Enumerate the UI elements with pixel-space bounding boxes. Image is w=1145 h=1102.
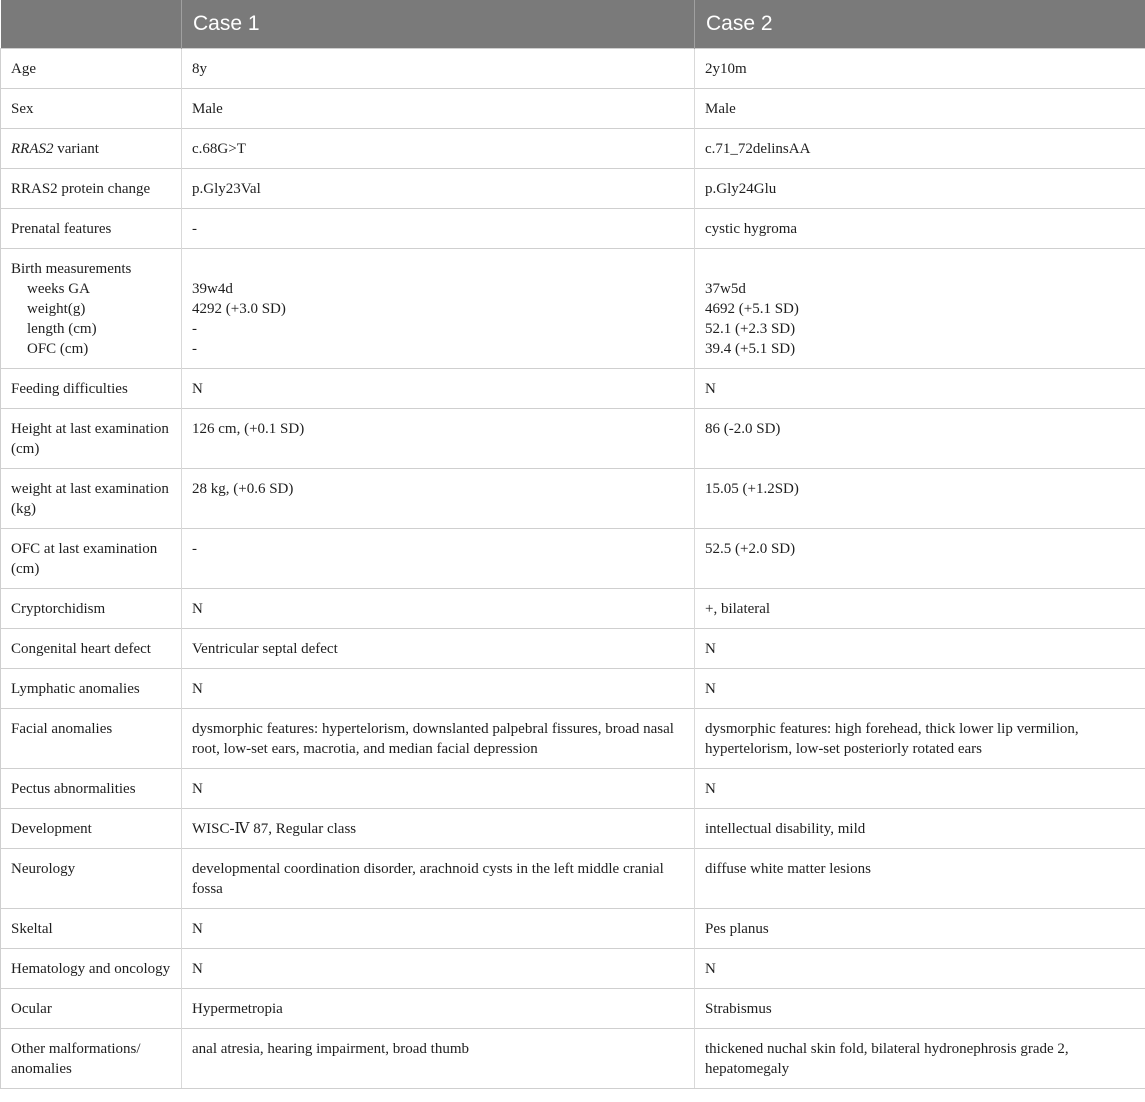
- row-label: Prenatal features: [1, 209, 182, 249]
- row-label: Ocular: [1, 989, 182, 1029]
- row-hematology: [1, 949, 1145, 989]
- case2-cell: thickened nuchal skin fold, bilateral hydronephrosis grade 2, hepatomegaly: [695, 1029, 1145, 1089]
- row-label: Hematology and oncology: [1, 949, 182, 989]
- row-development: [1, 809, 1145, 849]
- case1-birth-length: -: [192, 321, 197, 337]
- case2-cell: Strabismus: [695, 989, 1145, 1029]
- case2-cell: intellectual disability, mild: [695, 809, 1145, 849]
- case1-cell: N: [182, 589, 695, 629]
- case2-cell: N: [695, 629, 1145, 669]
- sub-label-length: length (cm): [27, 321, 97, 337]
- case1-cell: 28 kg, (+0.6 SD): [182, 469, 695, 529]
- case1-cell: 126 cm, (+0.1 SD): [182, 409, 695, 469]
- row-label: Feeding difficulties: [1, 369, 182, 409]
- case1-cell: p.Gly23Val: [182, 169, 695, 209]
- row-cryptorchidism: [1, 589, 1145, 629]
- case2-cell: 2y10m: [695, 49, 1145, 89]
- case1-birth-weight: 4292 (+3.0 SD): [192, 301, 286, 317]
- row-label: [1, 249, 182, 369]
- case1-cell: N: [182, 949, 695, 989]
- case1-cell: [182, 249, 695, 369]
- row-feeding: [1, 369, 1145, 409]
- birth-label: Birth measurements: [11, 261, 132, 277]
- row-sex: [1, 89, 1145, 129]
- case1-cell: dysmorphic features: hypertelorism, downslanted palpebral fissures, broad nasal root, low-set ears, macrotia, and median facial depression: [182, 709, 695, 769]
- row-label: Cryptorchidism: [1, 589, 182, 629]
- row-protein-change: [1, 169, 1145, 209]
- row-label: weight at last examination (kg): [1, 469, 182, 529]
- case1-cell: c.68G>T: [182, 129, 695, 169]
- case2-cell: Pes planus: [695, 909, 1145, 949]
- case1-cell: -: [182, 209, 695, 249]
- case1-cell: Male: [182, 89, 695, 129]
- row-birth-measurements: [1, 249, 1145, 369]
- row-pectus: [1, 769, 1145, 809]
- case1-cell: anal atresia, hearing impairment, broad thumb: [182, 1029, 695, 1089]
- case1-cell: N: [182, 669, 695, 709]
- case1-weeks-ga: 39w4d: [192, 281, 233, 297]
- case2-cell: N: [695, 369, 1145, 409]
- case1-cell: 8y: [182, 49, 695, 89]
- table-header: [1, 0, 1145, 49]
- header-row: [1, 0, 1145, 49]
- row-facial: [1, 709, 1145, 769]
- sub-label-weeks-ga: weeks GA: [27, 281, 90, 297]
- case1-cell: -: [182, 529, 695, 589]
- gene-name: RRAS2: [11, 141, 54, 157]
- row-label: [1, 129, 182, 169]
- case2-cell: 86 (-2.0 SD): [695, 409, 1145, 469]
- table-body: [1, 49, 1145, 1089]
- row-label: Neurology: [1, 849, 182, 909]
- row-lymphatic: [1, 669, 1145, 709]
- row-label: Lymphatic anomalies: [1, 669, 182, 709]
- row-weight: [1, 469, 1145, 529]
- row-height: [1, 409, 1145, 469]
- header-feature-column: [1, 0, 182, 49]
- case2-birth-length: 52.1 (+2.3 SD): [705, 321, 796, 337]
- row-label: Sex: [1, 89, 182, 129]
- row-label: Congenital heart defect: [1, 629, 182, 669]
- row-label-suffix: variant: [53, 141, 99, 157]
- row-variant: [1, 129, 1145, 169]
- case1-cell: WISC-Ⅳ 87, Regular class: [182, 809, 695, 849]
- sub-label-weight: weight(g): [27, 301, 86, 317]
- case1-birth-ofc: -: [192, 341, 197, 357]
- row-neurology: [1, 849, 1145, 909]
- row-age: [1, 49, 1145, 89]
- case2-cell: 15.05 (+1.2SD): [695, 469, 1145, 529]
- sub-label-ofc: OFC (cm): [27, 341, 89, 357]
- case2-cell: +, bilateral: [695, 589, 1145, 629]
- case2-weeks-ga: 37w5d: [705, 281, 746, 297]
- case2-birth-ofc: 39.4 (+5.1 SD): [705, 341, 796, 357]
- row-label: Other malformations/ anomalies: [1, 1029, 182, 1089]
- case2-cell: 52.5 (+2.0 SD): [695, 529, 1145, 589]
- case1-cell: Hypermetropia: [182, 989, 695, 1029]
- case2-cell: dysmorphic features: high forehead, thick lower lip vermilion, hypertelorism, low-set posteriorly rotated ears: [695, 709, 1145, 769]
- header-case1: Case 1: [182, 0, 695, 49]
- case1-cell: N: [182, 909, 695, 949]
- case2-cell: cystic hygroma: [695, 209, 1145, 249]
- row-label: Age: [1, 49, 182, 89]
- header-case2: Case 2: [695, 0, 1145, 49]
- row-label: Facial anomalies: [1, 709, 182, 769]
- row-label: Skeltal: [1, 909, 182, 949]
- row-skeletal: [1, 909, 1145, 949]
- case2-cell: N: [695, 949, 1145, 989]
- case1-cell: developmental coordination disorder, arachnoid cysts in the left middle cranial fossa: [182, 849, 695, 909]
- row-ofc: [1, 529, 1145, 589]
- row-ocular: [1, 989, 1145, 1029]
- row-heart-defect: [1, 629, 1145, 669]
- case2-cell: p.Gly24Glu: [695, 169, 1145, 209]
- row-label: Pectus abnormalities: [1, 769, 182, 809]
- case2-cell: N: [695, 669, 1145, 709]
- row-label: Height at last examination (cm): [1, 409, 182, 469]
- case2-birth-weight: 4692 (+5.1 SD): [705, 301, 799, 317]
- case1-cell: Ventricular septal defect: [182, 629, 695, 669]
- row-label: Development: [1, 809, 182, 849]
- case2-cell: c.71_72delinsAA: [695, 129, 1145, 169]
- case2-cell: diffuse white matter lesions: [695, 849, 1145, 909]
- case1-cell: N: [182, 369, 695, 409]
- row-prenatal: [1, 209, 1145, 249]
- case2-cell: Male: [695, 89, 1145, 129]
- row-label: OFC at last examination (cm): [1, 529, 182, 589]
- row-other-anomalies: [1, 1029, 1145, 1089]
- row-label: RRAS2 protein change: [1, 169, 182, 209]
- case1-cell: N: [182, 769, 695, 809]
- case2-cell: [695, 249, 1145, 369]
- case2-cell: N: [695, 769, 1145, 809]
